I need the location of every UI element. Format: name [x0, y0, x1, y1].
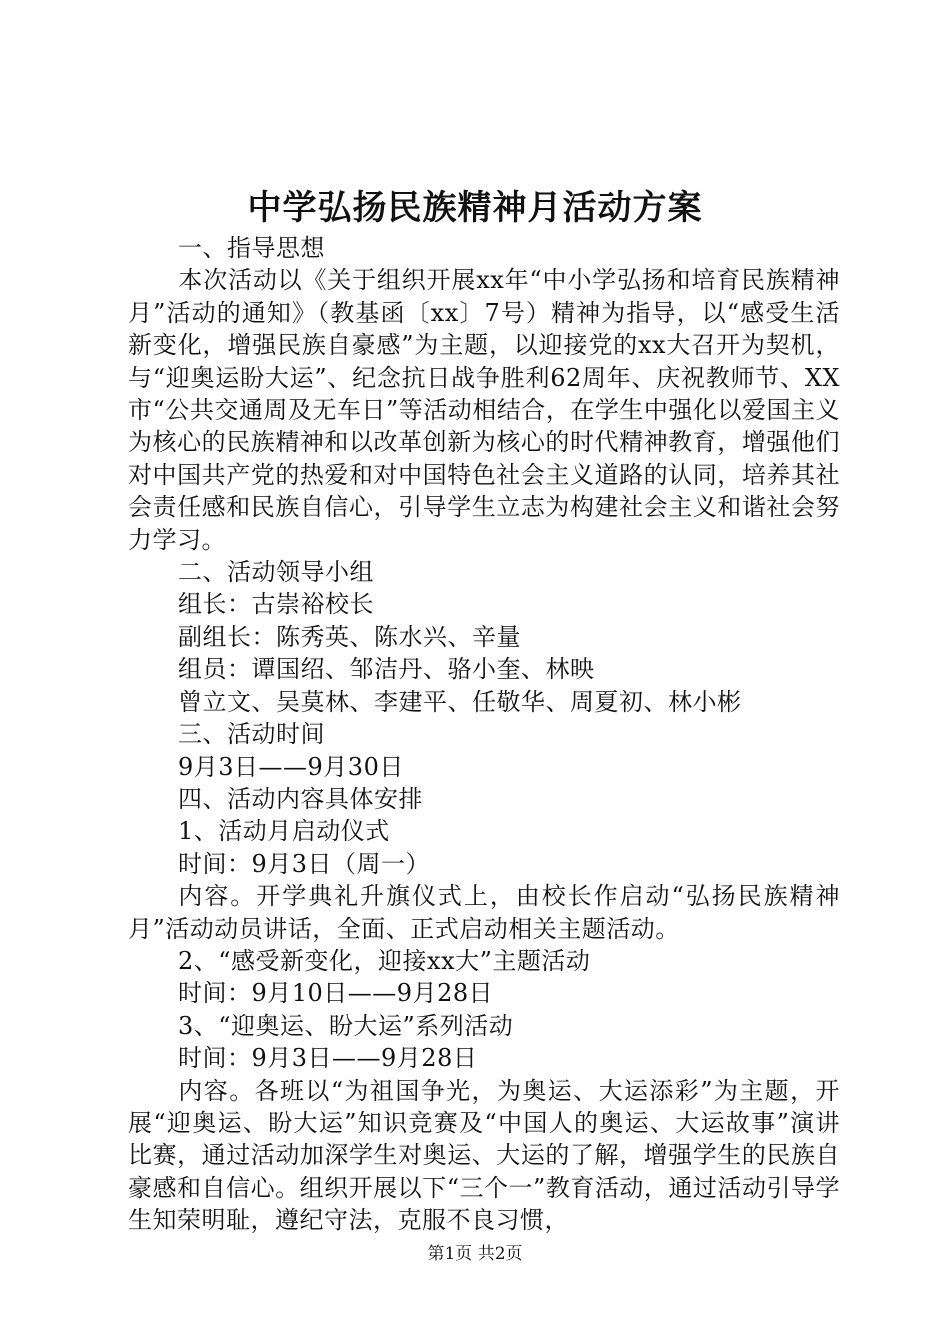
page-footer: 第1页 共2页	[427, 1244, 523, 1264]
section-heading-guiding-ideology: 一、指导思想	[178, 234, 325, 262]
item-2-title: 2、“感受新变化，迎接xx大”主题活动	[178, 946, 591, 975]
item-2-time: 时间：9月10日——9月28日	[178, 979, 494, 1008]
members-line: 组员：谭国绍、邹洁丹、骆小奎、林映	[178, 655, 595, 684]
section-heading-leadership-group: 二、活动领导小组	[178, 558, 374, 587]
item-3-content: 内容。各班以“为祖国争光，为奥运、大运添彩”为主题，开展“迎奥运、盼大运”知识竞赛及“中国人的奥运、大运故事”演讲比赛，通过活动加深学生对奥运、大运的了解，增强学生的民族自豪感和自信心。组织开展以下“三个一”教育活动，通过活动引导学生知荣明耻，遵纪守法，克服不良习惯，	[128, 1076, 840, 1235]
item-1-title: 1、活动月启动仪式	[178, 817, 390, 846]
activity-time-range: 9月3日——9月30日	[178, 752, 404, 781]
members-continued-line: 曾立文、吴莫林、李建平、任敬华、周夏初、林小彬	[178, 687, 742, 716]
item-1-content: 内容。开学典礼升旗仪式上，由校长作启动“弘扬民族精神月”活动动员讲话，全面、正式启动相关主题活动。	[128, 882, 840, 943]
section-heading-activity-time: 三、活动时间	[178, 720, 325, 749]
item-3-title: 3、“迎奥运、盼大运”系列活动	[178, 1011, 514, 1040]
paragraph-guiding-ideology: 本次活动以《关于组织开展xx年“中小学弘扬和培育民族精神月”活动的通知》（教基函〔xx〕7号）精神为指导，以“感受生活新变化，增强民族自豪感”为主题，以迎接党的xx大召开为契机，与“迎奥运盼大运”、纪念抗日战争胜利62周年、庆祝教师节、XX市“公共交通周及无车日”等活动相结合，在学生中强化以爱国主义为核心的民族精神和以改革创新为核心的时代精神教育，增强他们对中国共产党的热爱和对中国特色社会主义道路的认同，培养其社会责任感和民族自信心，引导学生立志为构建社会主义和谐社会努力学习。	[128, 266, 840, 554]
deputy-leader-line: 副组长：陈秀英、陈水兴、辛量	[178, 622, 521, 651]
item-3-time: 时间：9月3日——9月28日	[178, 1044, 478, 1073]
leader-line: 组长：古崇裕校长	[178, 590, 374, 619]
item-1-time: 时间：9月3日（周一）	[178, 849, 431, 878]
document-body	[128, 232, 840, 1237]
document-title: 中学弘扬民族精神月活动方案	[247, 188, 703, 228]
section-heading-activity-arrangement: 四、活动内容具体安排	[178, 784, 423, 813]
